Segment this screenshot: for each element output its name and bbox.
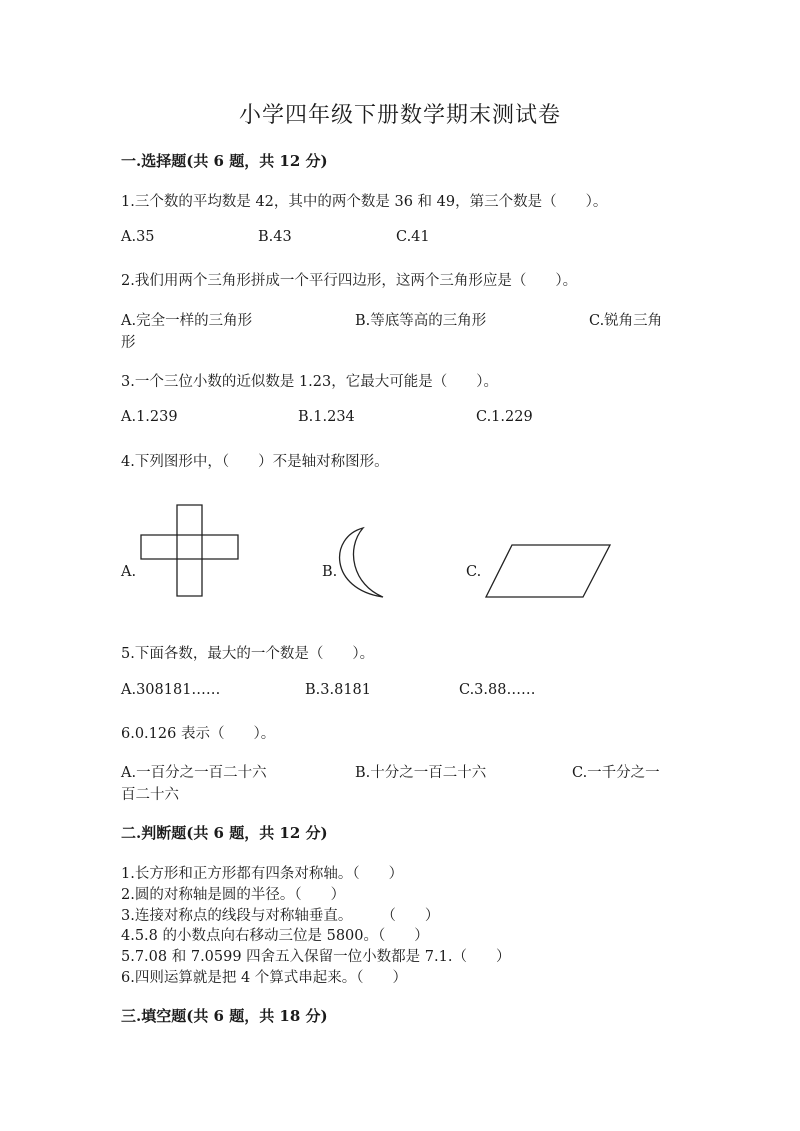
section-heading-choice: 一.选择题(共 6 题，共 12 分) [121,152,328,170]
crescent-shape-figure [337,527,387,599]
question-1: 1.三个数的平均数是 42，其中的两个数是 36 和 49，第三个数是（ ）。 [121,194,608,210]
q5-option-c: C.3.88…… [459,682,536,698]
q5-option-b: B.3.8181 [305,682,372,698]
q3-option-c: C.1.229 [476,409,533,425]
q4-option-a: A. [121,564,137,580]
q6-option-c: C.一千分之一 [572,765,660,781]
q6-option-b: B.十分之一百二十六 [355,765,487,781]
judge-item-6: 6.四则运算就是把 4 个算式串起来。（ ） [121,970,408,986]
q5-option-a: A.308181…… [121,682,221,698]
q4-option-b: B. [322,564,338,580]
q2-option-c-wrap: 形 [121,335,136,351]
q3-option-b: B.1.234 [298,409,355,425]
question-4: 4.下列图形中，（ ）不是轴对称图形。 [121,454,389,470]
q3-option-a: A.1.239 [121,409,178,425]
q2-option-a: A.完全一样的三角形 [121,313,253,329]
page-title: 小学四年级下册数学期末测试卷 [238,103,561,128]
judge-item-5: 5.7.08 和 7.0599 四舍五入保留一位小数都是 7.1.（ ） [121,949,511,965]
section-heading-fill: 三.填空题(共 6 题，共 18 分) [121,1007,328,1025]
section-heading-judge: 二.判断题(共 6 题，共 12 分) [121,824,328,842]
question-2: 2.我们用两个三角形拼成一个平行四边形，这两个三角形应是（ ）。 [121,273,578,289]
parallelogram-shape-figure [485,544,611,598]
q4-option-c: C. [466,564,482,580]
q1-option-c: C.41 [396,229,430,245]
question-6: 6.0.126 表示（ ）。 [121,726,276,742]
judge-item-4: 4.5.8 的小数点向右移动三位是 5800。（ ） [121,928,429,944]
q6-option-c-wrap: 百二十六 [121,787,179,803]
q1-option-b: B.43 [258,229,292,245]
q2-option-c: C.锐角三角 [589,313,663,329]
question-5: 5.下面各数，最大的一个数是（ ）。 [121,646,375,662]
judge-item-1: 1.长方形和正方形都有四条对称轴。（ ） [121,866,404,882]
q1-option-a: A.35 [121,229,155,245]
question-3: 3.一个三位小数的近似数是 1.23，它最大可能是（ ）。 [121,374,498,390]
judge-item-2: 2.圆的对称轴是圆的半径。（ ） [121,887,346,903]
cross-shape-figure [140,505,240,597]
judge-item-3: 3.连接对称点的线段与对称轴垂直。 （ ） [121,908,440,924]
q2-option-b: B.等底等高的三角形 [355,313,487,329]
q6-option-a: A.一百分之一百二十六 [121,765,267,781]
